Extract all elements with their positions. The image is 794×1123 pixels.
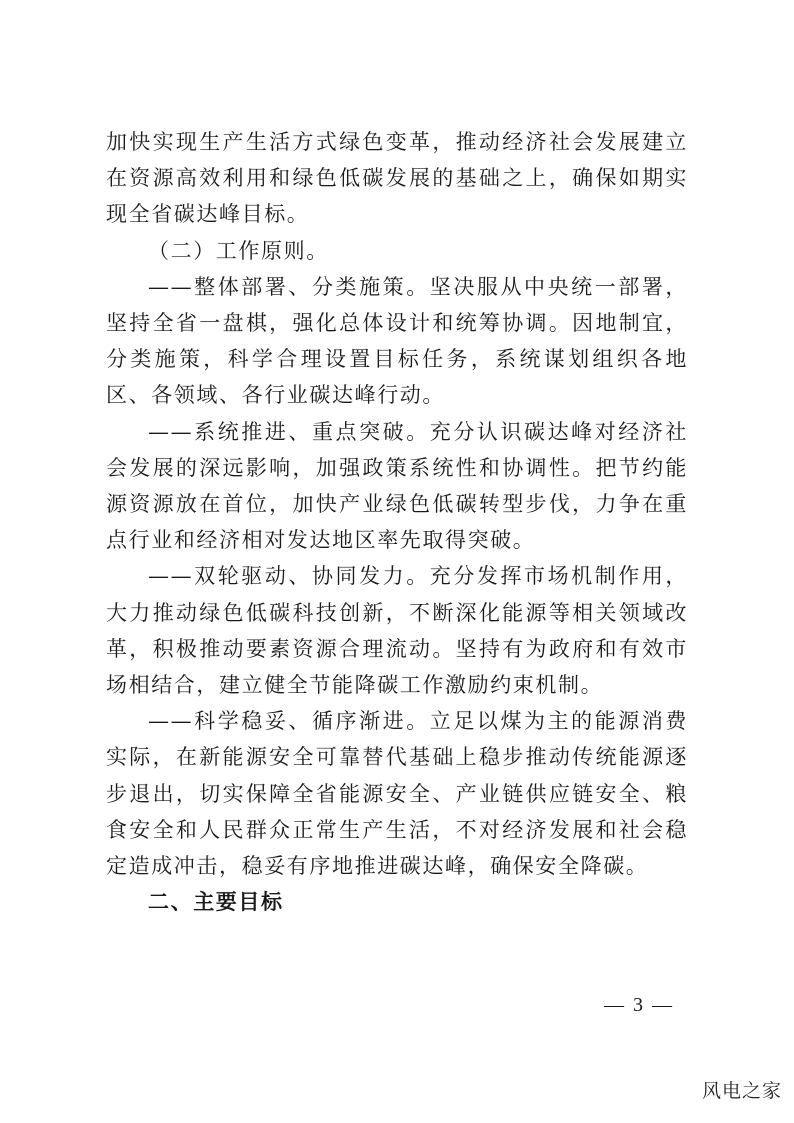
principle-scientific-steady: ——科学稳妥、循序渐进。立足以煤为主的能源消费实际，在新能源安全可靠替代基础上稳步推动传统能源逐步退出，切实保障全省能源安全、产业链供应链安全、粮食安全和人民群众正常生产生活，不对经济发展和社会稳定造成冲击，稳妥有序地推进碳达峰，确保安全降碳。 — [106, 709, 688, 879]
section-heading-main-goals: 二、主要目标 — [148, 890, 284, 915]
section-title-work-principles: （二）工作原则。 — [148, 238, 329, 263]
document-body — [106, 124, 688, 920]
page-number: — 3 — — [604, 994, 674, 1016]
principle-overall-deployment: ——整体部署、分类施策。坚决服从中央统一部署，坚持全省一盘棋，强化总体设计和统筹协调。因地制宜，分类施策，科学合理设置目标任务，系统谋划组织各地区、各领域、各行业碳达峰行动。 — [106, 274, 688, 408]
paragraph-continuation: 加快实现生产生活方式绿色变革，推动经济社会发展建立在资源高效利用和绿色低碳发展的基础之上，确保如期实现全省碳达峰目标。 — [106, 130, 688, 227]
watermark-text: 风电之家 — [702, 1080, 783, 1102]
principle-systematic-advance: ——系统推进、重点突破。充分认识碳达峰对经济社会发展的深远影响，加强政策系统性和协调性。把节约能源资源放在首位，加快产业绿色低碳转型步伐，力争在重点行业和经济相对发达地区率先取得突破。 — [106, 419, 688, 553]
principle-dual-drive: ——双轮驱动、协同发力。充分发挥市场机制作用，大力推动绿色低碳科技创新，不断深化能源等相关领域改革，积极推动要素资源合理流动。坚持有为政府和有效市场相结合，建立健全节能降碳工作激励约束机制。 — [106, 564, 688, 698]
